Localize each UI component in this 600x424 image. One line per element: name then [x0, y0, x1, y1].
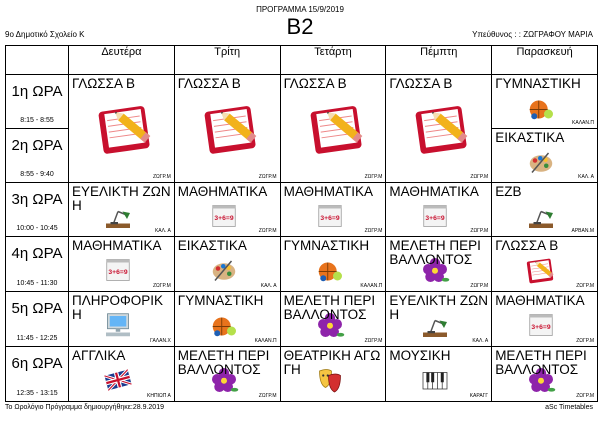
svg-text:3+6=9: 3+6=9	[214, 214, 234, 222]
period-time: 10:00 - 10:45	[16, 225, 58, 232]
lesson-subject: ΓΛΩΣΣΑ Β	[177, 76, 241, 91]
notepad-pencil-icon	[309, 99, 367, 157]
lesson-cell[interactable]	[492, 237, 598, 292]
lesson-teacher: ΖΩΓΡ.Μ	[258, 174, 277, 180]
lesson-cell[interactable]	[174, 75, 280, 183]
lesson-subject: ΜΕΛΕΤΗ ΠΕΡΙΒΑΛΛΟΝΤΟΣ	[389, 238, 481, 267]
sports-balls-icon	[315, 255, 345, 285]
lesson-teacher: ΖΩΓΡ.Μ	[576, 338, 594, 344]
day-header: Δευτέρα	[69, 46, 175, 75]
lesson-cell[interactable]	[492, 129, 598, 183]
header-row	[6, 46, 598, 75]
lesson-teacher: ΖΩΓΡ.Μ	[470, 283, 489, 289]
period-time: 11:45 - 12:25	[16, 335, 58, 342]
class-manager: Υπεύθυνος : : ΖΩΓΡΑΦΟΥ ΜΑΡΙΑ	[472, 30, 593, 39]
lesson-teacher: ΖΩΓΡ.Μ	[258, 228, 277, 234]
paint-palette-icon	[526, 147, 556, 177]
lesson-subject: ΜΑΘΗΜΑΤΙΚΑ	[72, 238, 162, 253]
software-name: aSc Timetables	[545, 404, 593, 411]
lesson-subject: ΘΕΑΤΡΙΚΗ ΑΓΩΓΗ	[283, 348, 381, 377]
timetable	[5, 45, 598, 402]
lesson-teacher: ΖΩΓΡ.Μ	[364, 228, 383, 234]
lesson-cell[interactable]	[492, 75, 598, 129]
notepad-pencil-icon	[97, 99, 155, 157]
lesson-teacher: ΚΑΛΑΝ.Π	[572, 120, 594, 126]
paint-palette-icon	[209, 255, 239, 285]
period-name: 6η ΩΡΑ	[11, 355, 63, 372]
sports-balls-icon	[526, 93, 556, 123]
period-label	[6, 347, 69, 402]
day-header: Πέμπτη	[386, 46, 492, 75]
lesson-teacher: ΚΑΛ. Α	[154, 228, 171, 234]
lesson-teacher: ΖΩΓΡ.Μ	[576, 393, 594, 399]
math-card-icon	[103, 255, 133, 285]
day-header: Τρίτη	[174, 46, 280, 75]
lesson-subject: ΑΓΓΛΙΚΑ	[72, 348, 126, 363]
lesson-teacher: ΖΩΓΡ.Μ	[364, 338, 383, 344]
lesson-subject: ΜΑΘΗΜΑΤΙΚΑ	[283, 184, 374, 199]
lesson-subject: ΓΛΩΣΣΑ Β	[72, 76, 136, 91]
day-header: Παρασκευή	[492, 46, 598, 75]
lesson-subject: ΓΥΜΝΑΣΤΙΚΗ	[177, 293, 264, 308]
lesson-subject: ΜΑΘΗΜΑΤΙΚΑ	[389, 184, 479, 199]
lesson-subject: ΕΥΕΛΙΚΤΗ ΖΩΝΗ	[72, 184, 171, 213]
period-row	[6, 75, 598, 129]
lesson-teacher: ΖΩΓΡ.Μ	[576, 283, 594, 289]
lesson-subject: ΕΙΚΑΣΤΙΚΑ	[177, 238, 247, 253]
lesson-teacher: ΖΩΓΡ.Μ	[153, 283, 171, 289]
lesson-cell[interactable]	[386, 292, 492, 347]
sports-balls-icon	[209, 310, 239, 340]
lesson-cell[interactable]	[69, 292, 175, 347]
lesson-subject: ΠΛΗΡΟΦΟΡΙΚΗ	[72, 293, 164, 322]
svg-text:3+6=9: 3+6=9	[108, 268, 128, 276]
math-card-icon	[315, 201, 345, 231]
period-name: 2η ΩΡΑ	[11, 137, 63, 154]
lesson-teacher: ΖΩΓΡ.Μ	[153, 174, 171, 180]
period-label	[6, 129, 69, 183]
notepad-pencil-icon	[414, 99, 472, 157]
lesson-subject: ΜΕΛΕΤΗ ΠΕΡΙΒΑΛΛΟΝΤΟΣ	[283, 293, 376, 322]
lesson-cell[interactable]	[280, 75, 386, 183]
lesson-subject: ΜΕΛΕΤΗ ΠΕΡΙΒΑΛΛΟΝΤΟΣ	[495, 348, 587, 377]
lesson-teacher: ΚΑΛΑΝ.Π	[360, 283, 383, 289]
corner-cell	[6, 46, 69, 75]
svg-text:3+6=9: 3+6=9	[320, 214, 340, 222]
math-card-icon	[526, 310, 556, 340]
period-name: 3η ΩΡΑ	[11, 191, 63, 208]
math-card-icon	[420, 201, 450, 231]
school-name: 9ο Δημοτικό Σχολείο Κ	[5, 30, 85, 39]
period-row	[6, 237, 598, 292]
period-time: 8:55 - 9:40	[20, 171, 54, 178]
day-header: Τετάρτη	[280, 46, 386, 75]
lesson-cell[interactable]	[174, 347, 280, 402]
lesson-cell[interactable]	[386, 75, 492, 183]
period-time: 10:45 - 11:30	[16, 280, 58, 287]
period-row	[6, 183, 598, 237]
math-card-icon	[209, 201, 239, 231]
period-row	[6, 292, 598, 347]
lesson-subject: ΜΑΘΗΜΑΤΙΚΑ	[495, 293, 585, 308]
lesson-cell[interactable]	[280, 237, 386, 292]
lesson-teacher: ΚΗΠΙΩΠ Α	[147, 393, 171, 399]
period-row	[6, 347, 598, 402]
lesson-subject: ΓΛΩΣΣΑ Β	[283, 76, 347, 91]
period-time: 12:35 - 13:15	[16, 390, 58, 397]
lesson-cell[interactable]	[492, 183, 598, 237]
lesson-subject: ΜΕΛΕΤΗ ΠΕΡΙΒΑΛΛΟΝΤΟΣ	[177, 348, 270, 377]
lesson-cell[interactable]	[69, 183, 175, 237]
created-note: Το Ωρολόγιο Πρόγραμμα δημιουργήθηκε:28.9.2019	[5, 404, 164, 411]
notepad-pencil-icon	[203, 99, 261, 157]
lesson-teacher: ΚΑΛ. Α	[578, 174, 594, 180]
lesson-cell[interactable]	[280, 183, 386, 237]
period-label	[6, 75, 69, 129]
lesson-cell[interactable]	[174, 183, 280, 237]
lesson-subject: ΜΑΘΗΜΑΤΙΚΑ	[177, 184, 268, 199]
lesson-subject: ΓΛΩΣΣΑ Β	[495, 238, 559, 253]
lesson-cell[interactable]	[69, 347, 175, 402]
lesson-subject: ΕΥΕΛΙΚΤΗ ΖΩΝΗ	[389, 293, 489, 322]
uk-flag-icon	[103, 365, 133, 395]
lesson-teacher: ΚΑΡΑΓΓ	[469, 393, 489, 399]
desk-lamp-icon	[526, 201, 556, 231]
lesson-teacher: ΚΑΛΑΝ.Π	[254, 338, 277, 344]
lesson-cell[interactable]	[280, 292, 386, 347]
lesson-subject: ΓΛΩΣΣΑ Β	[389, 76, 453, 91]
lesson-teacher: ΖΩΓΡ.Μ	[470, 174, 489, 180]
lesson-cell[interactable]	[386, 237, 492, 292]
period-time: 8:15 - 8:55	[20, 117, 54, 124]
period-label	[6, 237, 69, 292]
lesson-teacher: ΚΑΛ. Α	[260, 283, 277, 289]
piano-keys-icon	[420, 365, 450, 395]
lesson-cell[interactable]	[492, 347, 598, 402]
lesson-cell[interactable]	[69, 75, 175, 183]
lesson-cell[interactable]	[174, 237, 280, 292]
lesson-cell[interactable]	[69, 237, 175, 292]
lesson-cell[interactable]	[386, 183, 492, 237]
period-label	[6, 292, 69, 347]
period-label	[6, 183, 69, 237]
lesson-teacher: ΚΑΛ. Α	[472, 338, 489, 344]
lesson-subject: ΕΙΚΑΣΤΙΚΑ	[495, 130, 565, 145]
lesson-teacher: ΖΩΓΡ.Μ	[470, 228, 489, 234]
svg-text:3+6=9: 3+6=9	[531, 323, 551, 331]
period-name: 4η ΩΡΑ	[11, 245, 63, 262]
program-title: ΠΡΟΓΡΑΜΜΑ 15/9/2019	[256, 5, 344, 14]
lesson-subject: ΜΟΥΣΙΚΗ	[389, 348, 451, 363]
lesson-cell[interactable]	[492, 292, 598, 347]
lesson-subject: ΕΖΒ	[495, 184, 522, 199]
class-name: Β2	[286, 14, 314, 39]
svg-text:3+6=9: 3+6=9	[425, 214, 445, 222]
lesson-cell[interactable]	[280, 347, 386, 402]
lesson-subject: ΓΥΜΝΑΣΤΙΚΗ	[495, 76, 581, 91]
lesson-subject: ΓΥΜΝΑΣΤΙΚΗ	[283, 238, 370, 253]
lesson-teacher: ΑΡΒΑΝ.Μ	[571, 228, 594, 234]
period-name: 1η ΩΡΑ	[11, 83, 63, 100]
lesson-teacher: ΓΑΛΑΝ.Χ	[150, 338, 171, 344]
lesson-teacher: ΖΩΓΡ.Μ	[258, 393, 277, 399]
period-name: 5η ΩΡΑ	[11, 300, 63, 317]
lesson-teacher: ΖΩΓΡ.Μ	[364, 174, 383, 180]
lesson-cell[interactable]	[174, 292, 280, 347]
lesson-cell[interactable]	[386, 347, 492, 402]
notepad-pencil-icon	[526, 255, 556, 285]
